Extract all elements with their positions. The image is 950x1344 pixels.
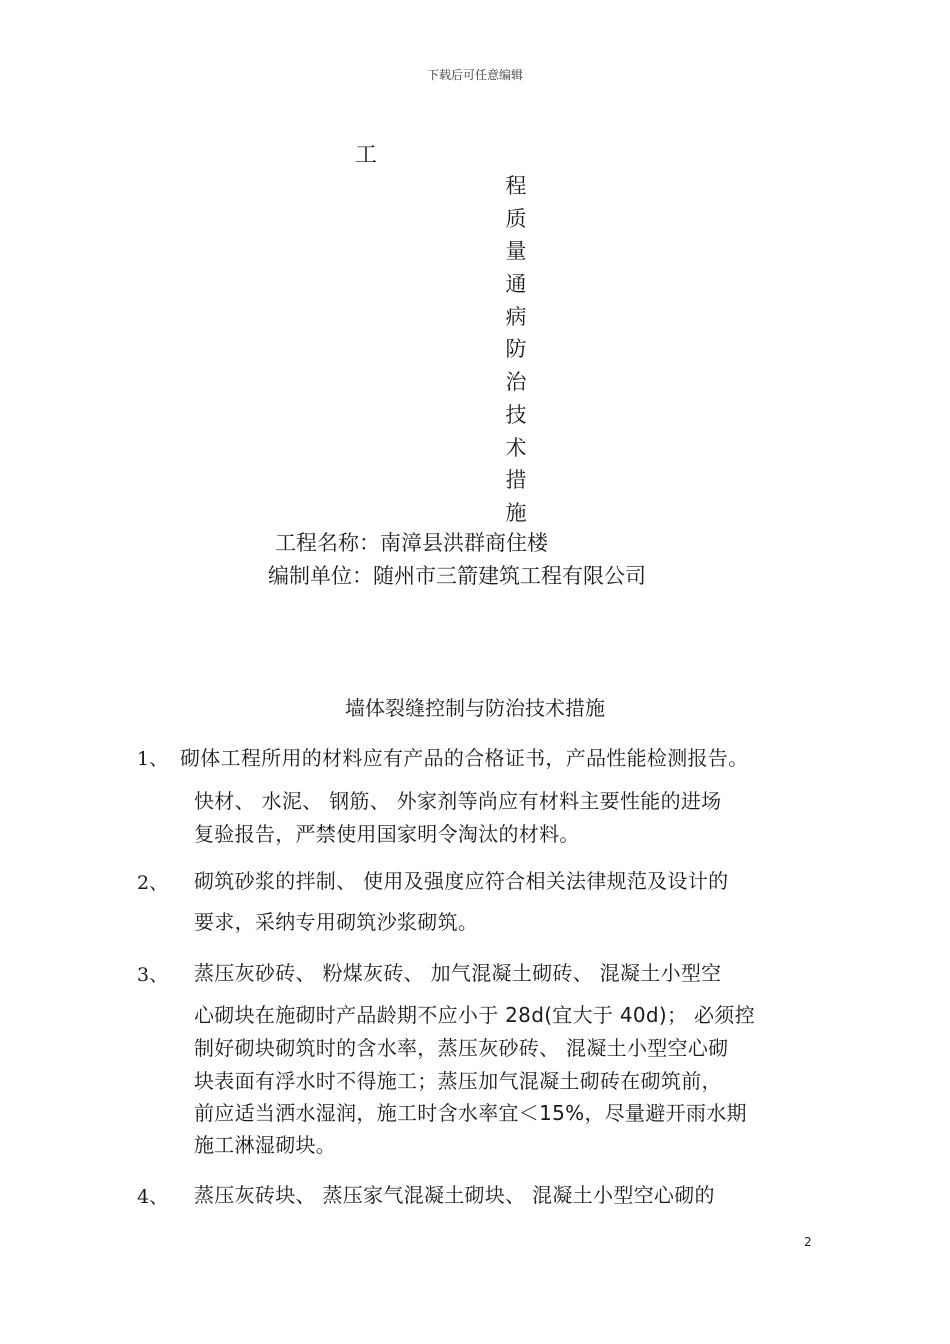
item-line: 蒸压灰砖块、 蒸压家气混凝土砌块、 混凝土小型空心砌的 — [194, 1183, 715, 1207]
cover-title-char: 量 — [505, 239, 527, 264]
item-line: 块表面有浮水时不得施工；蒸压加气混凝土砌砖在砌筑前， — [194, 1069, 722, 1093]
cover-title-char: 技 — [505, 402, 527, 427]
item-line: 要求，采纳专用砌筑沙浆砌筑。 — [194, 910, 479, 934]
item-line: 复验报告，严禁使用国家明令淘汰的材料。 — [194, 822, 580, 846]
item-line: 施工淋湿砌块。 — [194, 1133, 337, 1157]
cover-title-char: 通 — [505, 272, 527, 297]
cover-title-vertical — [502, 170, 530, 530]
header-note: 下载后可任意编辑 — [426, 68, 523, 82]
project-name-value: 南漳县洪群商住楼 — [380, 531, 548, 555]
item-line: 砌体工程所用的材料应有产品的合格证书，产品性能检测报告。 — [180, 746, 749, 770]
item-line: 前应适当洒水湿润，施工时含水率宜＜15%，尽量避开雨水期 — [194, 1101, 747, 1125]
compiler-unit-value: 随州市三箭建筑工程有限公司 — [373, 564, 646, 588]
cover-title-char: 术 — [505, 435, 527, 460]
item-line: 心砌块在施砌时产品龄期不应小于 28d(宜大于 40d)； 必须控 — [194, 1003, 755, 1027]
item-number: 4、 — [137, 1186, 169, 1208]
project-name-label: 工程名称： — [275, 531, 380, 555]
compiler-unit-label: 编制单位： — [268, 564, 373, 588]
compiler-unit-line — [268, 560, 646, 590]
cover-title-char: 程 — [505, 174, 527, 198]
cover-title-char: 施 — [505, 500, 527, 525]
cover-title-first-char: 工 — [355, 143, 378, 168]
item-line: 快材、 水泥、 钢筋、 外家剂等尚应有材料主要性能的进场 — [194, 789, 722, 813]
cover-title-char: 治 — [505, 370, 527, 395]
cover-title-char: 防 — [505, 337, 527, 362]
page-number: 2 — [804, 1235, 812, 1249]
item-line: 蒸压灰砂砖、 粉煤灰砖、 加气混凝土砌砖、 混凝土小型空 — [194, 961, 722, 985]
cover-title-char: 病 — [505, 304, 527, 329]
project-name-line — [275, 527, 548, 557]
item-line: 制好砌块砌筑时的含水率，蒸压灰砂砖、 混凝土小型空心砌 — [194, 1036, 729, 1060]
cover-title-char: 质 — [505, 206, 527, 231]
item-line: 砌筑砂浆的拌制、 使用及强度应符合相关法律规范及设计的 — [194, 869, 729, 893]
item-number: 2、 — [137, 872, 169, 894]
item-number: 1、 — [137, 748, 169, 770]
item-number: 3、 — [137, 964, 169, 986]
cover-title-char: 措 — [505, 468, 527, 493]
section-title: 墙体裂缝控制与防治技术措施 — [345, 696, 605, 720]
